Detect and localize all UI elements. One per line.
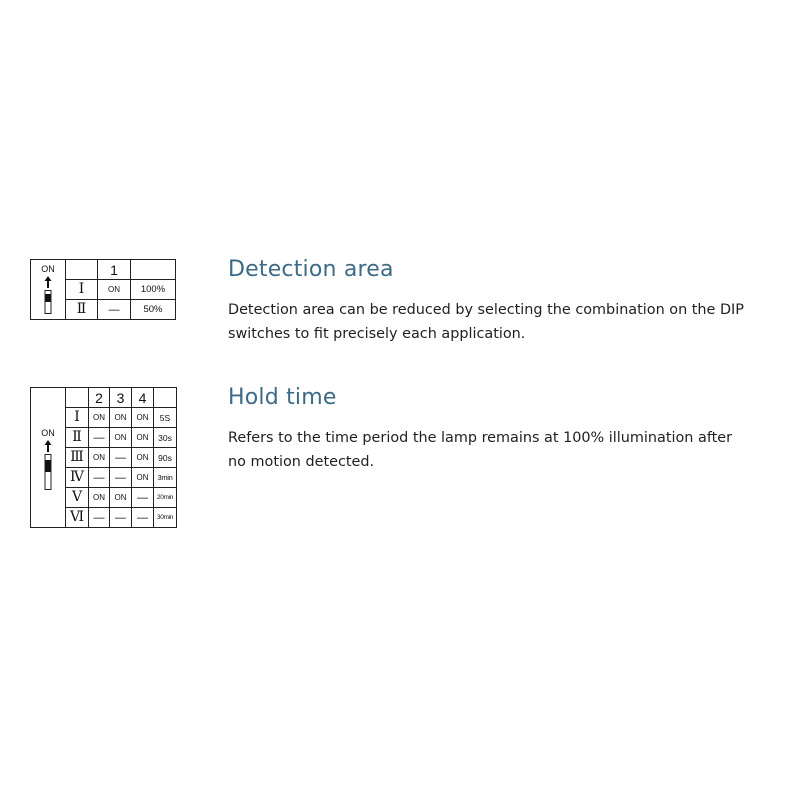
- detection-area-title: Detection area: [228, 257, 394, 282]
- dip-on-label: ON: [41, 264, 55, 274]
- switch-state: ON: [98, 280, 131, 300]
- switch-state: ON: [132, 408, 154, 428]
- switch-state: —: [110, 448, 132, 468]
- switch-state: —: [132, 488, 154, 508]
- hold-time-value: 5S: [154, 408, 177, 428]
- hold-time-dip-table: [30, 387, 177, 528]
- switch-state: ON: [89, 488, 110, 508]
- switch-state: ON: [110, 428, 132, 448]
- switch-state: ON: [132, 448, 154, 468]
- switch-state: —: [98, 300, 131, 320]
- switch-state: —: [89, 468, 110, 488]
- switch-state: —: [89, 428, 110, 448]
- mode-label: Ⅴ: [66, 488, 89, 508]
- switch-number-1: 1: [98, 260, 131, 280]
- hold-time-value: 20min: [154, 488, 177, 508]
- mode-label: Ⅱ: [66, 428, 89, 448]
- switch-state: —: [110, 508, 132, 528]
- switch-state: ON: [132, 468, 154, 488]
- dip-switch-icon: [45, 454, 52, 490]
- switch-state: ON: [132, 428, 154, 448]
- hold-time-value: 30s: [154, 428, 177, 448]
- detection-value: 100%: [131, 280, 176, 300]
- dip-switch-diagram: [31, 388, 66, 528]
- hold-time-title: Hold time: [228, 385, 337, 410]
- up-arrow-icon: [45, 276, 52, 288]
- mode-label: Ⅰ: [66, 408, 89, 428]
- switch-state: —: [89, 508, 110, 528]
- up-arrow-icon: [45, 440, 52, 452]
- switch-state: ON: [110, 488, 132, 508]
- switch-number-3: 3: [110, 388, 132, 408]
- detection-dip-table: [30, 259, 176, 320]
- dip-on-label: ON: [41, 428, 55, 438]
- switch-state: ON: [89, 408, 110, 428]
- mode-label: Ⅵ: [66, 508, 89, 528]
- switch-state: ON: [110, 408, 132, 428]
- hold-time-value: 90s: [154, 448, 177, 468]
- dip-switch-diagram: [31, 260, 66, 320]
- detection-value: 50%: [131, 300, 176, 320]
- mode-label: Ⅳ: [66, 468, 89, 488]
- switch-state: ON: [89, 448, 110, 468]
- switch-state: —: [132, 508, 154, 528]
- hold-time-value: 30min: [154, 508, 177, 528]
- dip-switch-icon: [45, 290, 52, 314]
- mode-label: Ⅰ: [66, 280, 98, 300]
- hold-time-description: Refers to the time period the lamp remains at 100% illumination after no motion detected.: [228, 430, 733, 470]
- switch-state: —: [110, 468, 132, 488]
- hold-time-value: 3min: [154, 468, 177, 488]
- switch-number-2: 2: [89, 388, 110, 408]
- switch-number-4: 4: [132, 388, 154, 408]
- mode-label: Ⅱ: [66, 300, 98, 320]
- detection-area-description: Detection area can be reduced by selecting the combination on the DIP switches to fit precisely each application.: [228, 302, 744, 342]
- mode-label: Ⅲ: [66, 448, 89, 468]
